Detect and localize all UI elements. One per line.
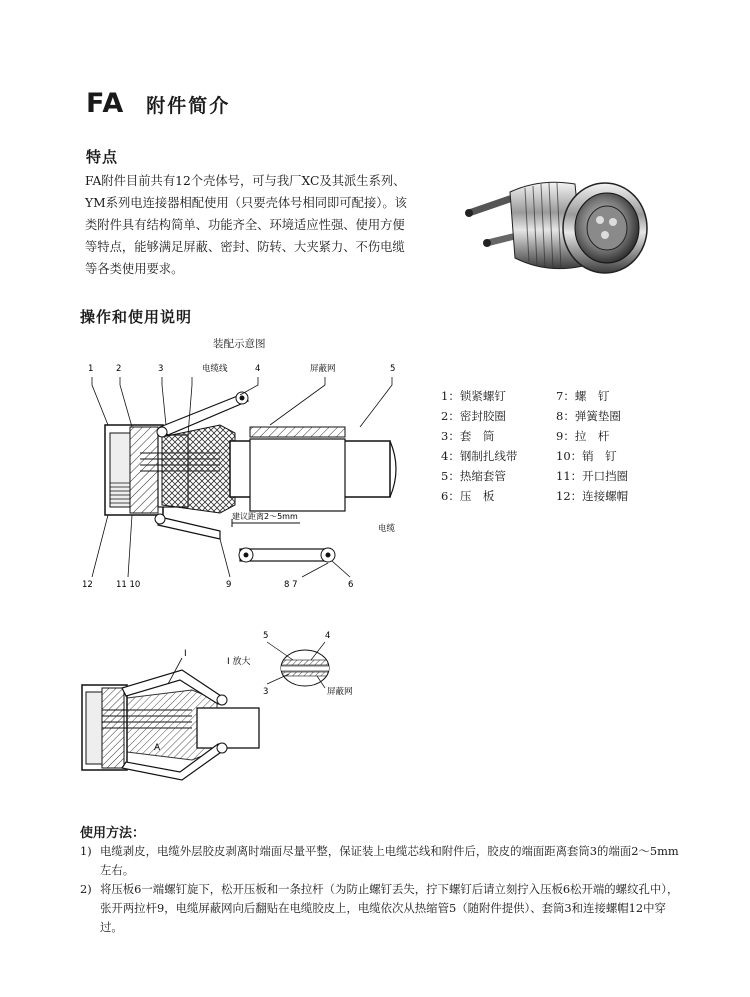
legend-item: 2：密封胶圈 <box>441 409 506 423</box>
parts-legend <box>441 386 628 506</box>
legend-row <box>441 386 628 406</box>
assembly-diagram <box>70 355 440 600</box>
legend-item: 3：套 筒 <box>441 429 495 443</box>
label-detail-5: 5 <box>263 631 269 641</box>
usage-item <box>80 842 685 880</box>
label-3: 3 <box>158 364 164 374</box>
label-detail-i: I <box>184 649 187 659</box>
label-detail-a: A <box>154 743 161 753</box>
features-text <box>85 170 415 280</box>
diagram-caption: 装配示意图 <box>213 338 266 350</box>
title-code: FA <box>86 88 125 119</box>
label-cable: 电缆 <box>378 524 396 534</box>
legend-item: 7：螺 钉 <box>556 389 610 403</box>
label-shield-net: 屏蔽网 <box>310 364 336 374</box>
label-12: 12 <box>82 580 93 590</box>
label-enlarge: I 放大 <box>227 657 251 667</box>
label-distance: 建议距离2～5mm <box>232 512 298 521</box>
usage-item-number: 1) <box>80 844 92 858</box>
legend-item: 6：压 板 <box>441 489 495 503</box>
features-paragraph: FA附件目前共有12个壳体号，可与我厂XC及其派生系列、YM系列电连接器相配使用（只要壳体号相同即可配接）。该类附件具有结构简单、功能齐全、环境适应性强、使用方便等特点，能够满足屏蔽、密封、防转、大夹紧力、不伤电缆等各类使用要求。 <box>85 174 407 276</box>
label-2: 2 <box>116 364 122 374</box>
legend-item: 10：销 钉 <box>556 449 617 463</box>
legend-item: 4：钢制扎线带 <box>441 449 518 463</box>
page-title <box>86 88 230 119</box>
label-9: 9 <box>226 580 232 590</box>
connector-photo <box>455 170 655 285</box>
usage-item-text: 将压板6一端螺钉旋下，松开压板和一条拉杆（为防止螺钉丢失，拧下螺钉后请立刻拧入压板6松开端的螺纹孔中），张开两拉杆9，电缆屏蔽网向后翻贴在电缆胶皮上，电缆依次从热缩管5（随附件提供）、套筒3和连接螺帽12中穿过。 <box>100 882 679 934</box>
legend-item: 1：锁紧螺钉 <box>441 389 506 403</box>
operation-heading: 操作和使用说明 <box>80 308 193 326</box>
label-8-7: 8 7 <box>284 580 298 590</box>
legend-item: 11：开口挡圈 <box>556 469 629 483</box>
usage-list <box>80 842 685 937</box>
label-11-10: 11 10 <box>116 580 141 590</box>
legend-row <box>441 446 628 466</box>
features-heading: 特点 <box>86 148 119 166</box>
legend-item: 5：热缩套管 <box>441 469 506 483</box>
label-detail-3: 3 <box>263 687 269 697</box>
label-5: 5 <box>390 364 396 374</box>
label-4: 4 <box>255 364 261 374</box>
label-1: 1 <box>88 364 94 374</box>
legend-row <box>441 466 628 486</box>
legend-row <box>441 406 628 426</box>
legend-item: 8：弹簧垫圈 <box>556 409 621 423</box>
detail-enlarged-diagram <box>225 630 405 700</box>
usage-item-text: 电缆剥皮，电缆外层胶皮剥离时端面尽量平整，保证装上电缆芯线和附件后，胶皮的端面距离套筒3的端面2～5mm左右。 <box>100 844 679 877</box>
usage-item <box>80 880 685 937</box>
label-cable-core: 电缆线 <box>202 364 228 374</box>
label-6: 6 <box>348 580 354 590</box>
label-detail-shield: 屏蔽网 <box>327 687 353 697</box>
legend-item: 12：连接螺帽 <box>556 489 629 503</box>
usage-heading: 使用方法： <box>80 826 146 841</box>
title-name: 附件简介 <box>146 95 231 117</box>
legend-item: 9：拉 杆 <box>556 429 610 443</box>
label-detail-4: 4 <box>325 631 331 641</box>
legend-row <box>441 486 628 506</box>
usage-item-number: 2) <box>80 882 92 896</box>
legend-row <box>441 426 628 446</box>
